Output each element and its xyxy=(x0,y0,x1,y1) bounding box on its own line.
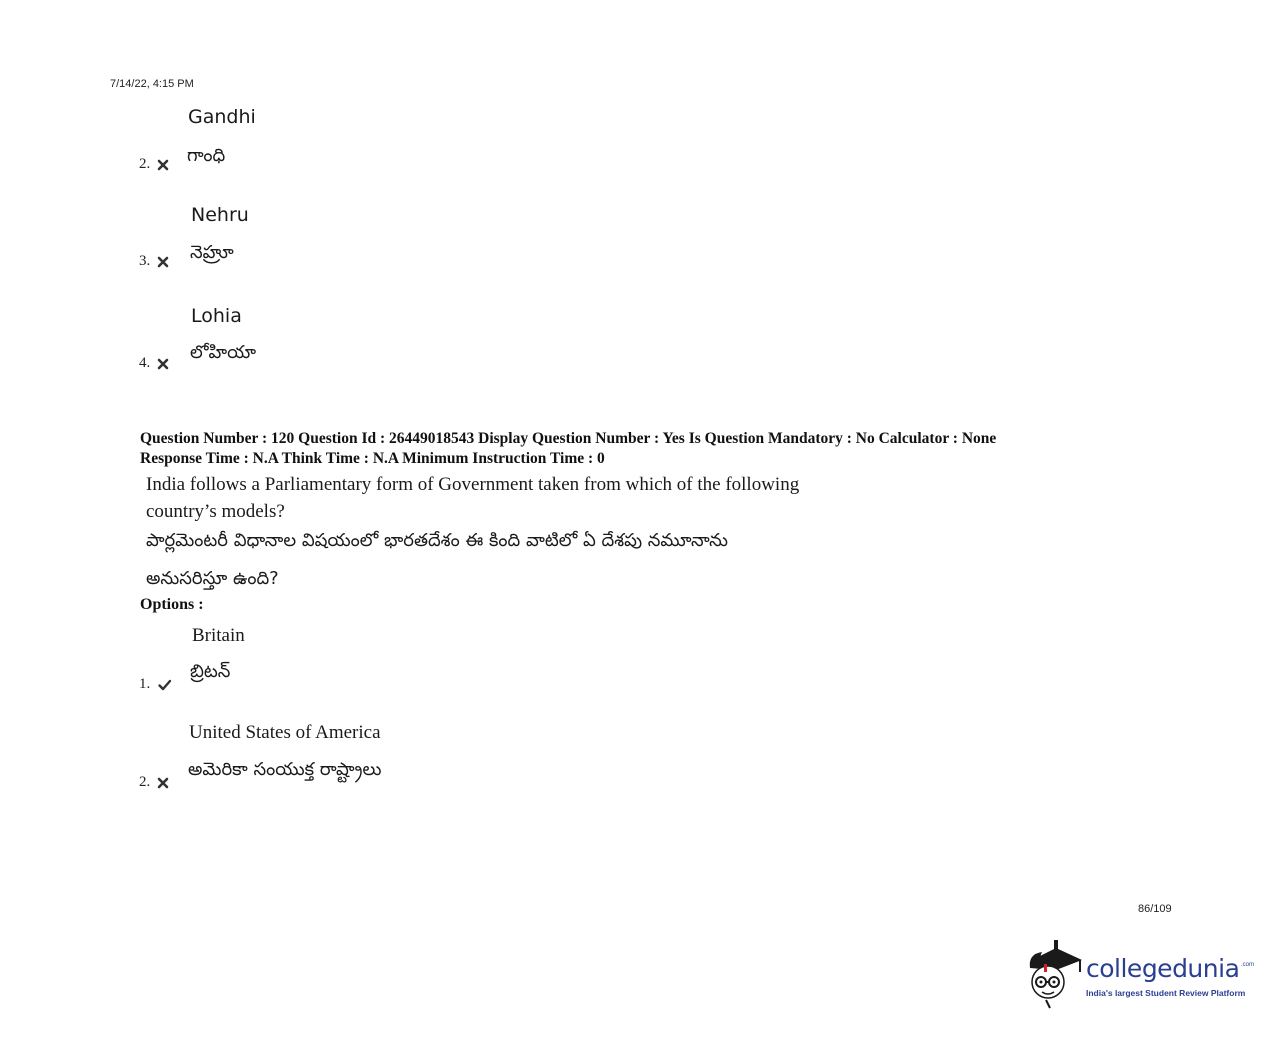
question-text-telugu-line-1: పార్లమెంటరీ విధానాల విషయంలో భారతదేశం ఈ కింది వాటిలో ఏ దేశపు నమూనాను xyxy=(146,530,728,551)
answer-2-telugu: అమెరికా సంయుక్త రాష్ట్రాలు xyxy=(188,759,382,780)
option-2-english: Gandhi xyxy=(188,106,256,128)
option-number: 3. xyxy=(139,253,151,269)
answer-1-telugu: బ్రిటన్ xyxy=(190,661,231,682)
option-number: 4. xyxy=(139,355,151,371)
logo-wordmark: collegedunia xyxy=(1086,954,1240,983)
question-meta-line-2: Response Time : N.A Think Time : N.A Minimum Instruction Time : 0 xyxy=(140,449,605,467)
cross-icon xyxy=(156,255,170,269)
cross-icon xyxy=(156,776,170,790)
option-4-english: Lohia xyxy=(191,305,242,327)
check-icon xyxy=(156,678,173,692)
question-meta xyxy=(140,429,1140,468)
cross-icon xyxy=(156,158,170,172)
option-4-marker xyxy=(139,355,170,372)
option-2-telugu: గాంధి xyxy=(187,145,226,166)
question-text-telugu-line-2: అనుసరిస్తూ ఉంది? xyxy=(146,568,279,589)
print-timestamp: 7/14/22, 4:15 PM xyxy=(110,78,194,90)
question-meta-line-1: Question Number : 120 Question Id : 26449018543 Display Question Number : Yes Is Question Mandatory : No Calculator : None xyxy=(140,430,997,447)
answer-1-english: Britain xyxy=(192,625,245,646)
option-number: 2. xyxy=(139,774,151,790)
collegedunia-mascot-icon xyxy=(1024,938,1086,1010)
option-number: 1. xyxy=(139,676,151,692)
option-3-marker xyxy=(139,253,170,270)
options-label: Options : xyxy=(140,596,204,613)
answer-1-marker xyxy=(139,676,173,693)
option-2-marker xyxy=(139,156,170,173)
option-3-english: Nehru xyxy=(191,204,249,226)
question-text-english-line-2: country’s models? xyxy=(146,501,285,522)
logo-suffix: .com xyxy=(1241,962,1255,968)
page-number: 86/109 xyxy=(1138,903,1172,915)
cross-icon xyxy=(156,357,170,371)
option-number: 2. xyxy=(139,156,151,172)
logo-tagline: India's largest Student Review Platform xyxy=(1086,988,1246,998)
answer-2-english: United States of America xyxy=(189,722,381,743)
question-text-english-line-1: India follows a Parliamentary form of Government taken from which of the following xyxy=(146,474,800,495)
answer-2-marker xyxy=(139,774,170,791)
option-4-telugu: లోహియా xyxy=(190,342,257,363)
option-3-telugu: నెహ్రూ xyxy=(190,242,234,263)
